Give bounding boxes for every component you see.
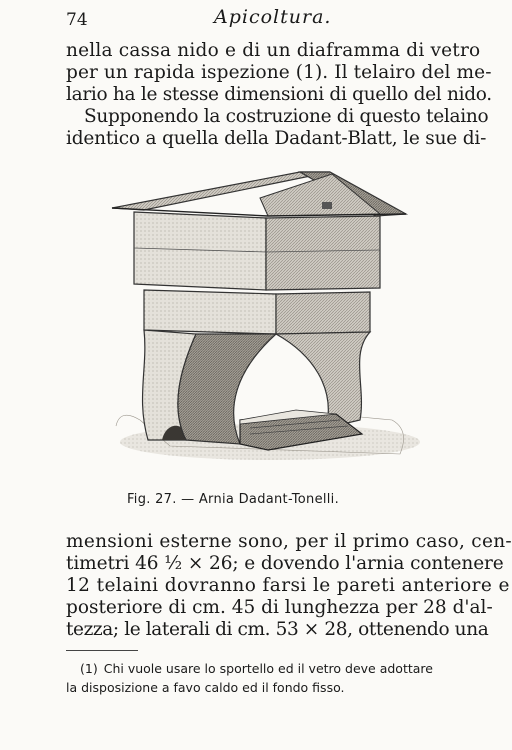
- footnote-divider: [66, 650, 138, 651]
- text-line: per un rapida ispezione (1). Il telairo del me-: [66, 62, 492, 83]
- footnote: [66, 659, 450, 697]
- paragraph-top: [66, 40, 492, 150]
- text-line: posteriore di cm. 45 di lunghezza per 28 d'al-: [66, 597, 493, 618]
- text-line: 12 telaini dovranno farsi le pareti anteriore e: [66, 575, 510, 596]
- text-line: lario ha le stesse dimensioni di quello del nido.: [66, 84, 492, 105]
- footnote-marker: (1): [80, 661, 98, 676]
- page-number: 74: [66, 10, 88, 30]
- beehive-illustration: [100, 158, 420, 480]
- paragraph-bottom: [66, 531, 512, 641]
- text-line: Supponendo la costruzione di questo telaino: [84, 106, 489, 127]
- text-line: tezza; le laterali di cm. 53 × 28, ottenendo una: [66, 619, 489, 640]
- footnote-line: la disposizione a favo caldo ed il fondo fisso.: [66, 680, 345, 695]
- text-line: timetri 46 ½ × 26; e dovendo l'arnia contenere: [66, 553, 504, 574]
- footnote-line: [66, 659, 450, 678]
- running-head: Apicoltura.: [214, 6, 332, 28]
- text-line: identico a quella della Dadant-Blatt, le sue di-: [66, 128, 487, 149]
- text-line: mensioni esterne sono, per il primo caso, cen-: [66, 531, 512, 552]
- figure-caption: Fig. 27. — Arnia Dadant-Tonelli.: [126, 492, 340, 507]
- text-line: nella cassa nido e di un diaframma di vetro: [66, 40, 481, 61]
- footnote-text: Chi vuole usare lo sportello ed il vetro deve adottare: [103, 661, 433, 676]
